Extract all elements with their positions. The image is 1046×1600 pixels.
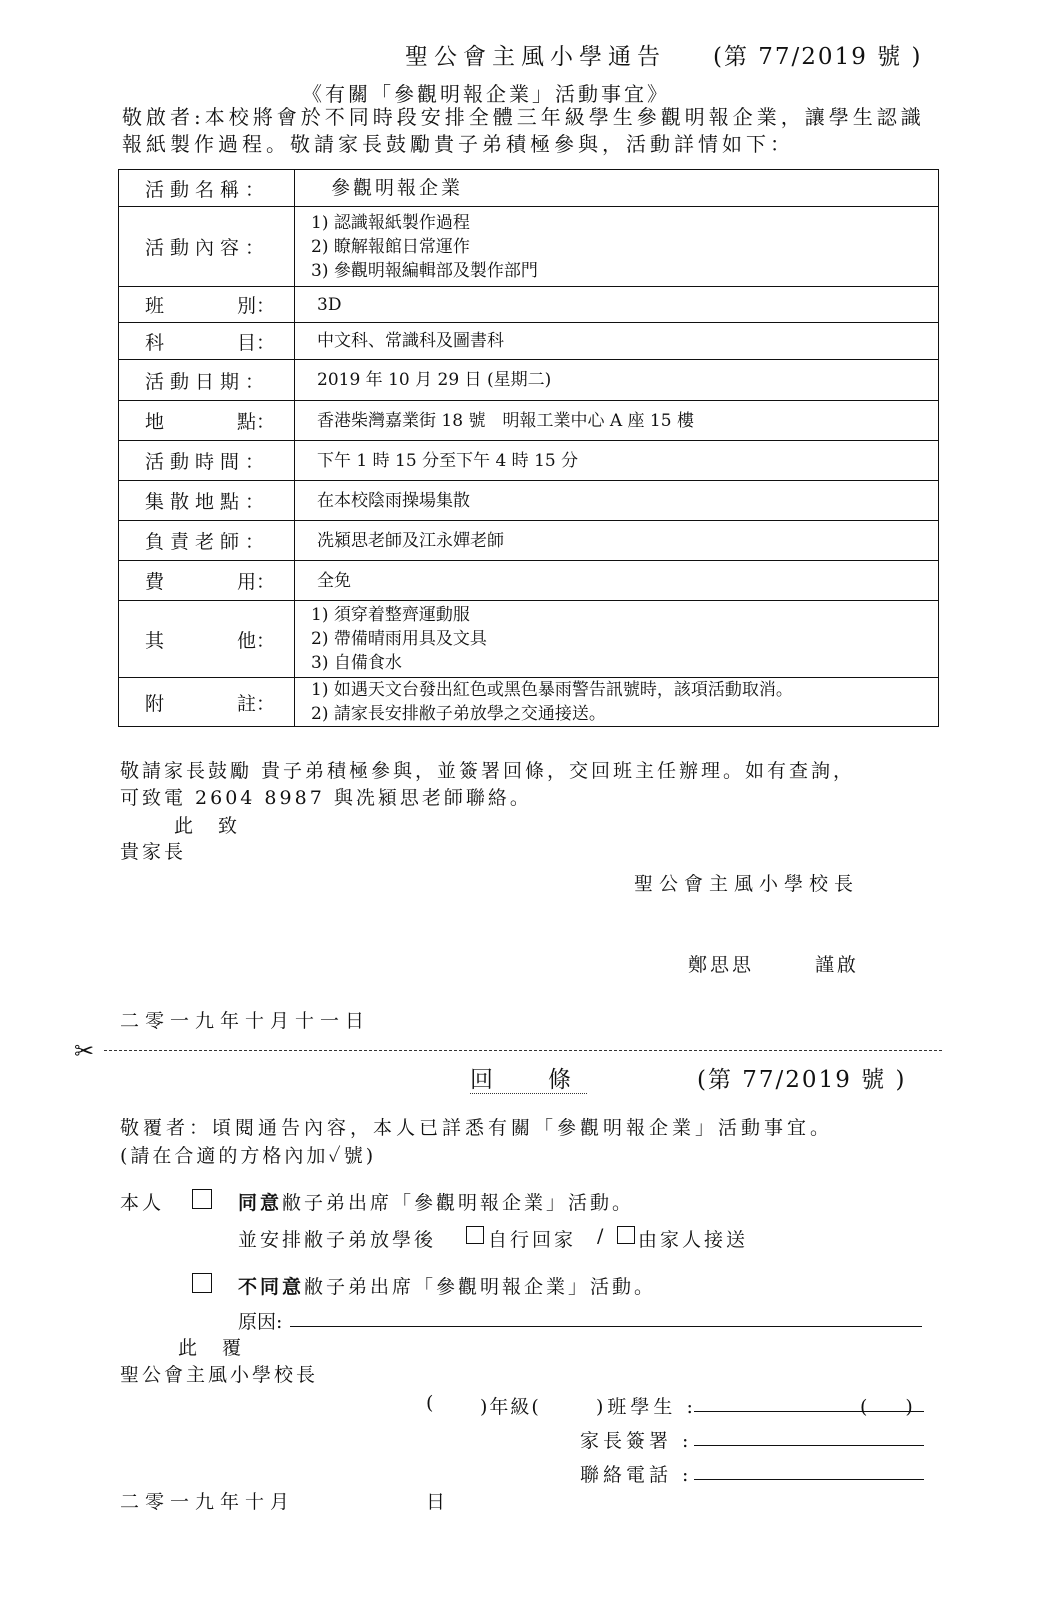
to-parents: 貴家長 [120, 841, 187, 863]
other-item-2: 2) 帶備晴雨用具及文具 [311, 629, 487, 649]
reason-field[interactable] [290, 1326, 922, 1327]
grade-text: )年級( [480, 1396, 541, 1418]
to-principal: 聖公會主風小學校長 [120, 1364, 319, 1386]
self-label: 本人 [120, 1192, 165, 1214]
principal-name: 鄭思思 [688, 954, 755, 976]
row-time [119, 441, 939, 481]
closing-line-2: 可致電 2604 8987 與冼潁思老師聯絡。 [120, 787, 532, 809]
content-item-3: 3) 參觀明報編輯部及製作部門 [311, 260, 538, 281]
value-remark [295, 678, 939, 727]
arrange-text: 並安排敝子弟放學後 [238, 1229, 437, 1251]
label-teacher: 負責老師： [119, 521, 295, 561]
value-teacher: 冼潁思老師及江永嬋老師 [295, 521, 939, 561]
intro-paragraph: 敬啟者:本校將會於不同時段安排全體三年級學生參觀明報企業，讓學生認識報紙製作過程。敬請家長鼓勵貴子弟積極參與，活動詳情如下： [122, 105, 925, 156]
class-student-label: )班學生 : [596, 1396, 697, 1418]
label-fee: 費 用： [119, 561, 295, 601]
reply-notice-number: (第 77/2019 號 ) [697, 1067, 907, 1093]
row-teacher [119, 521, 939, 561]
row-activity-name [119, 170, 939, 207]
label-activity-content: 活動內容： [119, 207, 295, 287]
content-item-2: 2) 瞭解報館日常運作 [311, 236, 470, 257]
row-date [119, 360, 939, 401]
grade-paren-open: ( [426, 1392, 434, 1414]
disagree-checkbox[interactable] [192, 1273, 212, 1293]
row-fee [119, 561, 939, 601]
notice-date: 二零一九年十月十一日 [120, 1010, 371, 1032]
disagree-line: 不同意敝子弟出席「參觀明報企業」活動。 [238, 1276, 657, 1298]
value-other [295, 601, 939, 678]
remark-item-2: 2) 請家長安排敝子弟放學之交通接送。 [311, 704, 606, 724]
value-date: 2019 年 10 月 29 日 (星期二) [295, 360, 939, 401]
row-class [119, 287, 939, 323]
reason-label: 原因: [238, 1311, 283, 1333]
label-activity-name: 活動名稱： [119, 170, 295, 207]
label-other: 其 他： [119, 601, 295, 678]
checkmark-icon: ✓ [328, 1145, 344, 1167]
reply-title: 回 條 [470, 1067, 587, 1093]
row-subject [119, 323, 939, 360]
row-remark [119, 678, 939, 727]
row-activity-content [119, 207, 939, 287]
principal-title: 聖公會主風小學校長 [634, 873, 860, 895]
reply-date-prefix: 二零一九年十月 [120, 1491, 296, 1513]
label-remark: 附 註： [119, 678, 295, 727]
label-place: 地 點： [119, 401, 295, 441]
option-separator: / [597, 1225, 607, 1247]
value-assembly: 在本校陰雨操場集散 [295, 481, 939, 521]
label-class: 班 別： [119, 287, 295, 323]
notice-title: 聖公會主風小學通告 [405, 44, 666, 70]
value-class: 3D [295, 287, 939, 323]
label-date: 活動日期： [119, 360, 295, 401]
other-item-1: 1) 須穿着整齊運動服 [311, 605, 470, 625]
agree-line: 同意敝子弟出席「參觀明報企業」活動。 [238, 1192, 635, 1214]
remark-item-1: 1) 如遇天文台發出紅色或黑色暴雨警告訊號時，該項活動取消。 [311, 680, 793, 700]
ack-line: 敬覆者：頃閱通告內容，本人已詳悉有關「參觀明報企業」活動事宜。 [120, 1117, 834, 1139]
label-assembly: 集散地點： [119, 481, 295, 521]
student-number-paren: ( ) [860, 1396, 913, 1418]
option-family-pickup: 由家人接送 [638, 1229, 749, 1251]
parent-sign-field[interactable] [694, 1445, 924, 1446]
row-other [119, 601, 939, 678]
value-fee: 全免 [295, 561, 939, 601]
activity-details-table [118, 169, 939, 727]
notice-subtitle: 《有關「參觀明報企業」活動事宜》 [302, 82, 670, 106]
respectfully: 謹啟 [815, 954, 860, 976]
phone-label: 聯絡電話 : [580, 1464, 693, 1486]
value-activity-name: 參觀明報企業 [295, 170, 939, 207]
value-subject: 中文科、常識科及圖書科 [295, 323, 939, 360]
row-assembly [119, 481, 939, 521]
option-self-home: 自行回家 [488, 1229, 577, 1251]
value-place: 香港柴灣嘉業街 18 號 明報工業中心 A 座 15 樓 [295, 401, 939, 441]
notice-number: (第 77/2019 號 ) [713, 44, 923, 70]
cut-line [104, 1050, 942, 1051]
self-home-checkbox[interactable] [466, 1226, 484, 1244]
reply-date-suffix: 日 [426, 1491, 446, 1513]
parent-sign-label: 家長簽署 : [580, 1430, 693, 1452]
value-time: 下午 1 時 15 分至下午 4 時 15 分 [295, 441, 939, 481]
label-time: 活動時間： [119, 441, 295, 481]
value-activity-content [295, 207, 939, 287]
row-place [119, 401, 939, 441]
label-subject: 科 目： [119, 323, 295, 360]
scissor-icon: ✂ [74, 1037, 95, 1065]
other-item-3: 3) 自備食水 [311, 653, 402, 673]
phone-field[interactable] [694, 1479, 924, 1480]
instruction-line: (請在合適的方格內加✓號) [120, 1145, 377, 1167]
content-item-1: 1) 認識報紙製作過程 [311, 212, 470, 233]
ci-fu: 此 覆 [178, 1337, 245, 1359]
family-pickup-checkbox[interactable] [617, 1226, 635, 1244]
agree-checkbox[interactable] [192, 1189, 212, 1209]
closing-line-1: 敬請家長鼓勵 貴子弟積極參與，並簽署回條，交回班主任辦理。如有查詢， [120, 760, 856, 782]
ci-zhi: 此 致 [174, 815, 241, 837]
